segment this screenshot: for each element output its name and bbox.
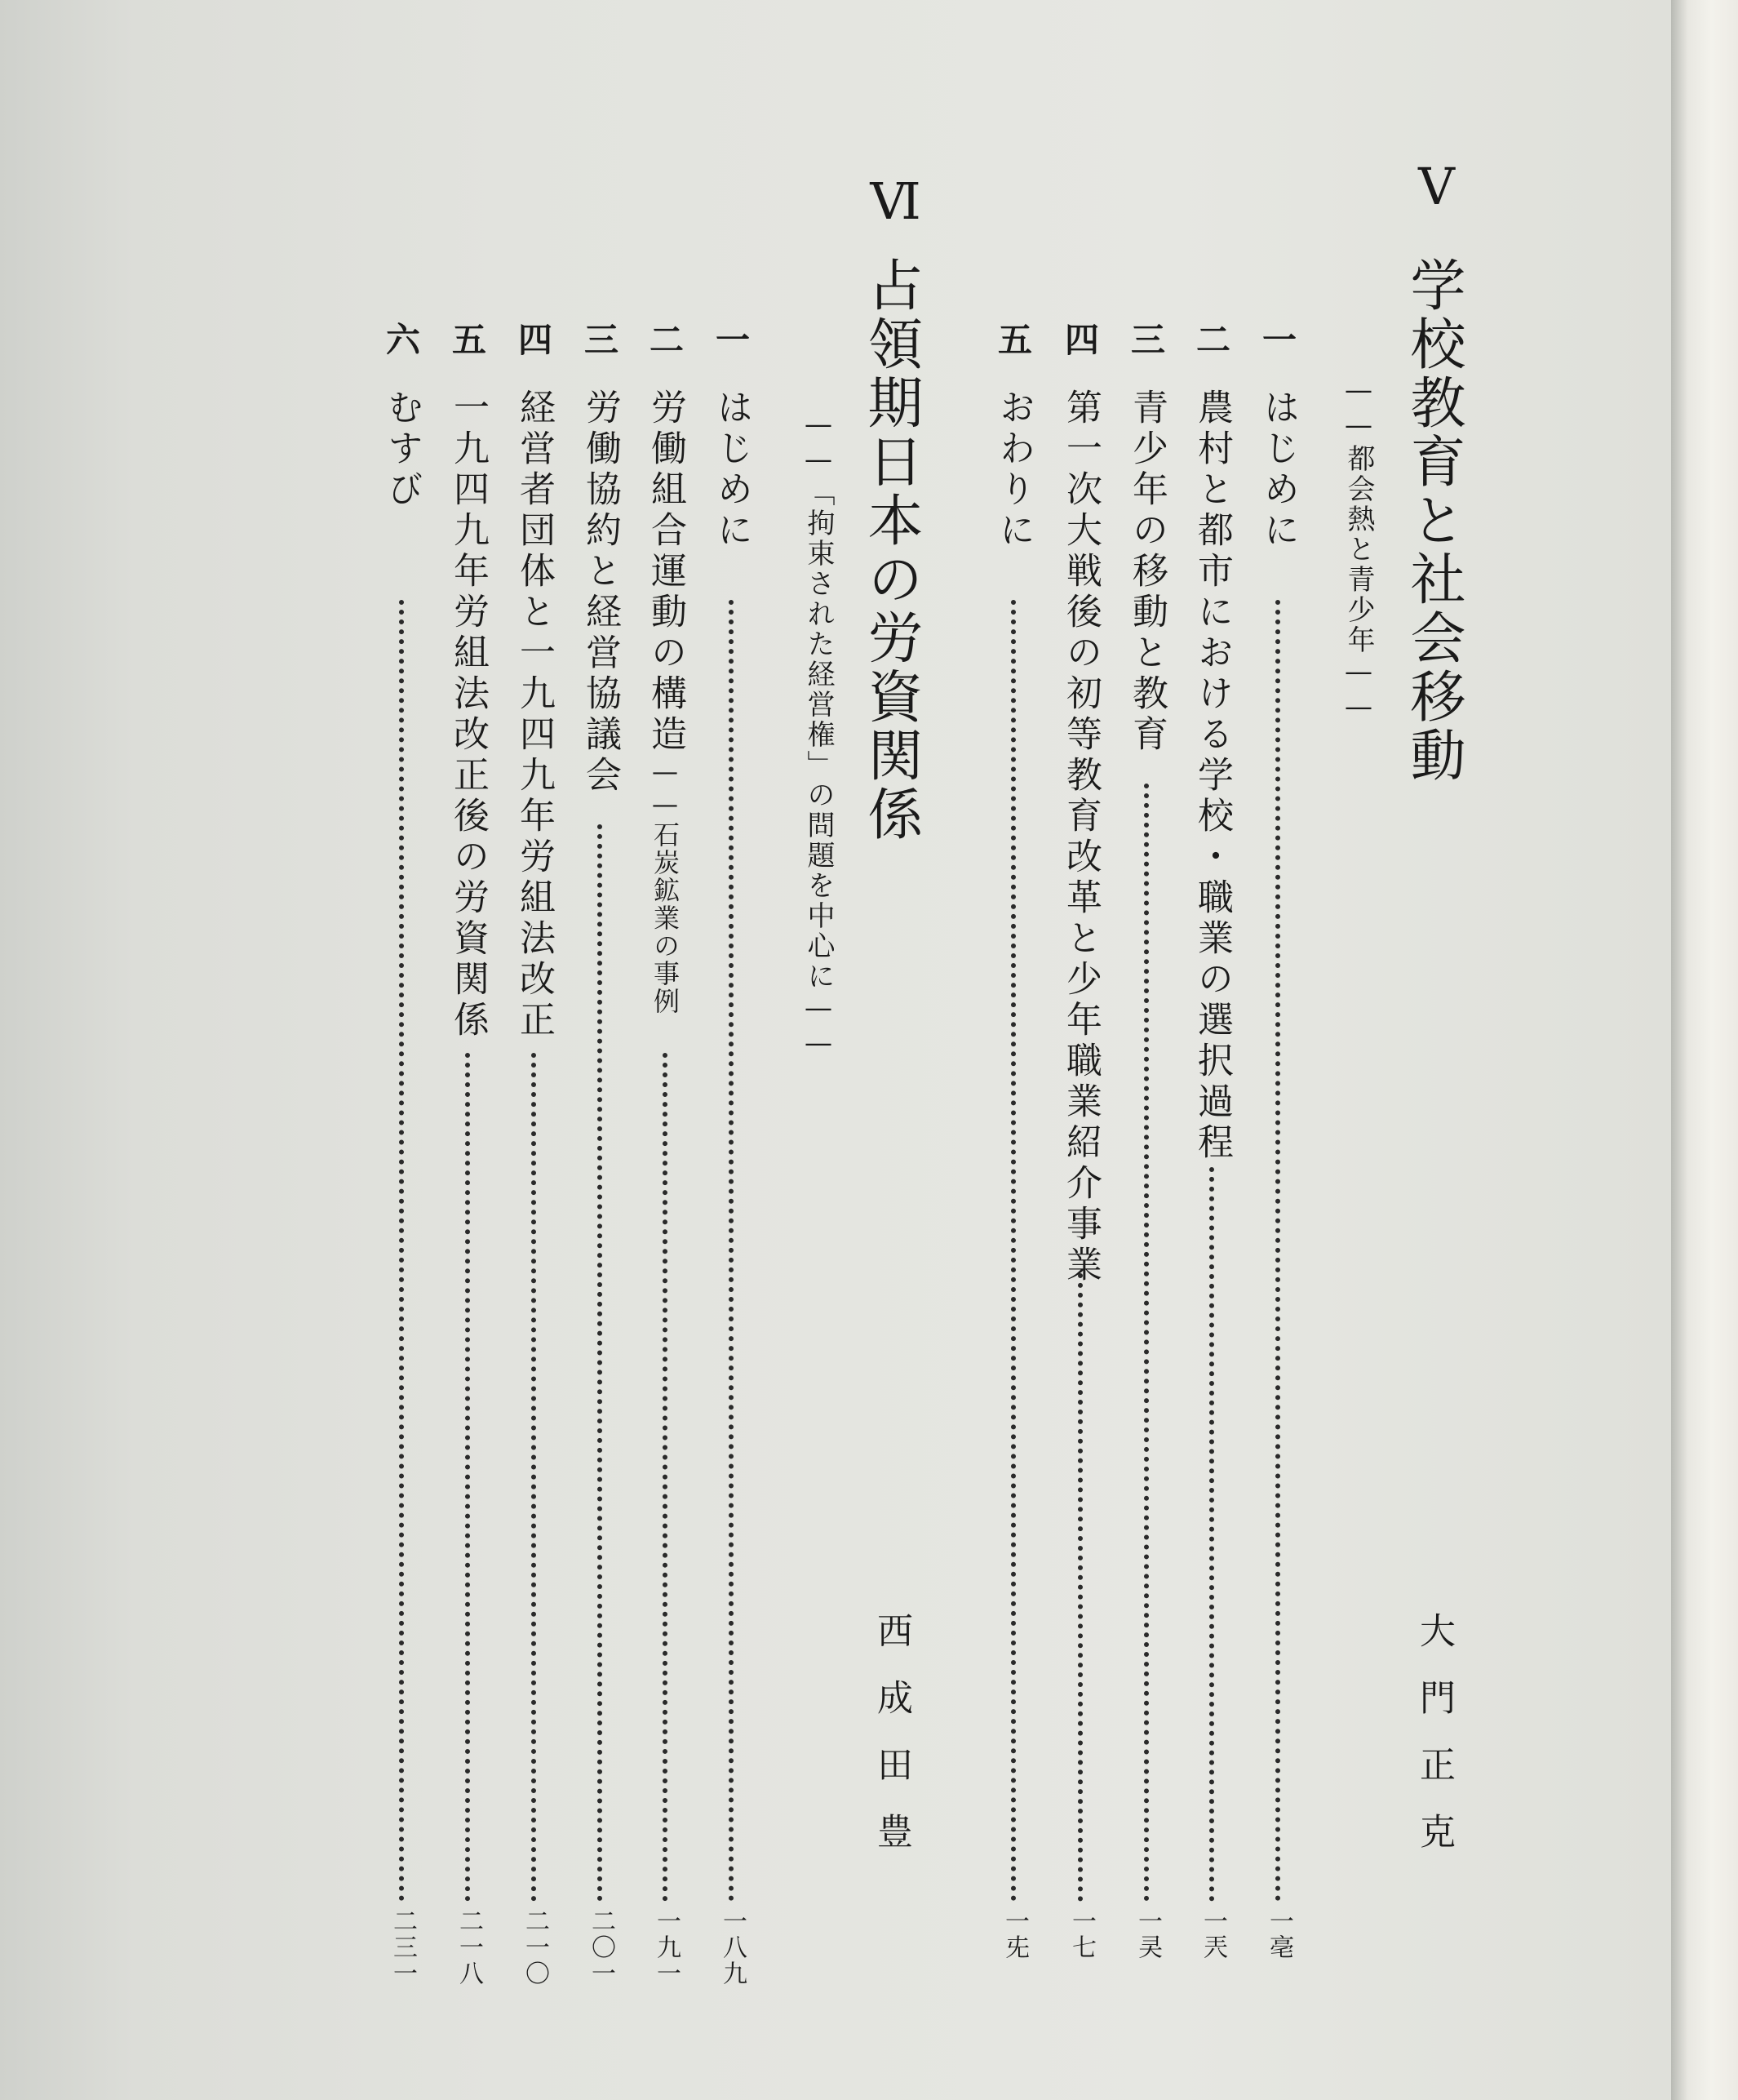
toc-entry-number: 四 [513, 322, 553, 356]
toc-entry-title-suffix: ——石炭鉱業の事例 [650, 756, 681, 1015]
toc-entry-title[interactable] [645, 388, 686, 1015]
toc-entry-title[interactable]: 労働協約と経営協議会 [579, 388, 621, 797]
toc-entry-number: 六 [381, 322, 421, 356]
section5-author: 大門正克 [1413, 1612, 1455, 1880]
toc-entry-page: 一兲 [1199, 1908, 1227, 1960]
leader-dots [729, 600, 734, 1902]
toc-entry-number: 三 [579, 322, 619, 356]
section5-title: 学校教育と社会移動 [1401, 256, 1465, 785]
toc-entry-number: 一 [711, 322, 751, 356]
section6-number: Ⅵ [866, 171, 925, 231]
toc-entry-title[interactable]: 第一次大戦後の初等教育改革と少年職業紹介事業 [1060, 388, 1102, 1286]
toc-entry-page: 一七 [1067, 1908, 1096, 1960]
toc-entry-page: 二三一 [388, 1908, 417, 1987]
leader-dots [1144, 784, 1149, 1902]
toc-entry-page: 一㚑 [1133, 1908, 1162, 1960]
toc-entry-number: 五 [993, 322, 1033, 356]
toc-entry-page: 二一〇 [521, 1908, 549, 1987]
leader-dots [1011, 600, 1016, 1902]
toc-entry-title[interactable]: おわりに [993, 388, 1035, 552]
toc-entry-number: 三 [1126, 322, 1166, 356]
toc-entry-title[interactable]: 農村と都市における学校・職業の選択過程 [1191, 388, 1233, 1164]
toc-entry-title[interactable]: むすび [381, 388, 423, 511]
section6-title: 占領期日本の労資関係 [858, 256, 923, 844]
toc-entry-page: 二〇一 [587, 1908, 615, 1987]
toc-entry-page: 一兂 [1000, 1908, 1029, 1960]
leader-dots [399, 600, 404, 1902]
toc-entry-title[interactable]: はじめに [711, 388, 752, 552]
toc-entry-title[interactable]: 一九四九年労組法改正後の労資関係 [447, 388, 489, 1041]
leader-dots [1209, 1167, 1214, 1902]
toc-entry-number: 四 [1060, 322, 1100, 356]
section6-subtitle: ——「拘束された経営権」の問題を中心に—— [802, 408, 835, 1062]
leader-dots [531, 1053, 536, 1902]
toc-entry-title[interactable]: 青少年の移動と教育 [1126, 388, 1168, 756]
toc-entry-title[interactable]: 経営者団体と一九四九年労組法改正 [513, 388, 555, 1041]
toc-entry-page: 一亳 [1265, 1908, 1293, 1960]
toc-entry-title-main: 労働組合運動の構造 [645, 388, 686, 756]
toc-entry-number: 一 [1257, 322, 1297, 356]
leader-dots [597, 824, 602, 1902]
page-edge [1671, 0, 1738, 2100]
section6-author: 西成田豊 [871, 1612, 912, 1880]
toc-entry-title[interactable]: はじめに [1257, 388, 1299, 552]
toc-entry-number: 二 [645, 322, 685, 356]
leader-dots [1078, 1273, 1083, 1902]
toc-entry-number: 五 [447, 322, 487, 356]
section5-number: Ⅴ [1407, 157, 1466, 216]
leader-dots [663, 1053, 667, 1902]
toc-entry-page: 一八九 [718, 1908, 747, 1987]
leader-dots [1275, 600, 1280, 1902]
section5-subtitle: ——都会熱と青少年—— [1342, 374, 1375, 726]
toc-entry-number: 二 [1191, 322, 1231, 356]
toc-entry-page: 一九一 [652, 1908, 681, 1987]
toc-entry-page: 二一八 [454, 1908, 483, 1987]
leader-dots [465, 1053, 470, 1902]
